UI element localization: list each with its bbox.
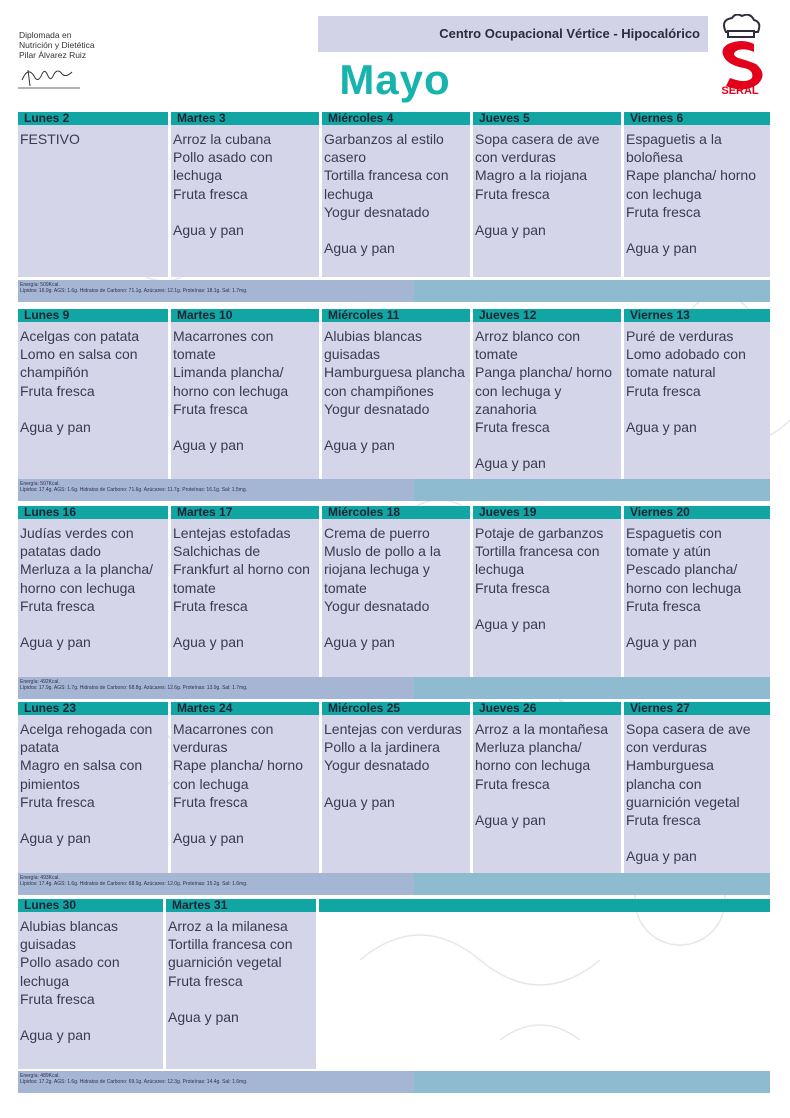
menu-item: riojana lechuga y bbox=[324, 561, 430, 578]
menu-item: Lomo en salsa con bbox=[20, 346, 138, 363]
menu-item: Tortilla francesa con bbox=[324, 167, 449, 184]
day-menu bbox=[171, 322, 319, 479]
menu-item: Arroz blanco con bbox=[475, 328, 581, 344]
menu-item: con lechuga bbox=[173, 775, 249, 792]
menu-item: horno con lechuga bbox=[20, 579, 136, 596]
menu-item: Rape plancha/ horno bbox=[173, 757, 303, 774]
menu-item: Lentejas estofadas bbox=[173, 525, 291, 541]
menu-item: horno con lechuga bbox=[475, 757, 591, 774]
menu-item: Salchichas de bbox=[173, 543, 261, 560]
menu-item: guarnición vegetal bbox=[626, 793, 740, 810]
day-header: Martes 17 bbox=[171, 506, 319, 519]
menu-item: pimientos bbox=[20, 775, 80, 792]
menu-item: Arroz a la montañesa bbox=[475, 721, 609, 737]
menu-spacer bbox=[20, 615, 166, 633]
menu-item: Fruta fresca bbox=[173, 400, 248, 417]
day-header: Martes 10 bbox=[171, 309, 319, 322]
menu-item: con verduras bbox=[626, 739, 707, 756]
menu-spacer bbox=[20, 1008, 161, 1026]
day-header: Viernes 27 bbox=[624, 702, 770, 715]
day-header: Lunes 9 bbox=[18, 309, 168, 322]
day-header: Viernes 13 bbox=[624, 309, 770, 322]
day-header: Jueves 12 bbox=[473, 309, 621, 322]
menu-item: Fruta fresca bbox=[20, 990, 95, 1007]
menu-item: Agua y pan bbox=[20, 634, 91, 651]
menu-item: Agua y pan bbox=[475, 455, 546, 472]
menu-item: con lechuga bbox=[626, 185, 702, 202]
macros-info: Lípidos: 17.4g. AGS: 1.6g. Hidratos de Carbono: 71.6g. Azúcares: 11.7g. Proteínas: 16.1g. Sal: 1.5mg. bbox=[20, 487, 247, 493]
menu-item: Merluza plancha/ bbox=[475, 739, 582, 756]
day-menu bbox=[18, 912, 163, 1069]
menu-item: Agua y pan bbox=[475, 616, 546, 632]
menu-item: Yogur desnatado bbox=[324, 757, 430, 774]
center-title: Centro Ocupacional Vértice - Hipocalórico bbox=[439, 26, 700, 41]
menu-item: Hamburguesa plancha bbox=[324, 364, 465, 381]
credit-line: Diplomada en bbox=[19, 30, 72, 40]
day-header: Viernes 20 bbox=[624, 506, 770, 519]
week-4 bbox=[18, 702, 770, 896]
menu-item: Potaje de garbanzos bbox=[475, 525, 604, 541]
menu-item: guisadas bbox=[324, 346, 381, 363]
menu-item: Magro a la riojana bbox=[475, 167, 588, 184]
menu-item: Magro en salsa con bbox=[20, 757, 143, 774]
menu-item: Agua y pan bbox=[475, 222, 546, 238]
menu-item: tomate bbox=[324, 579, 367, 596]
menu-item: zanahoria bbox=[475, 400, 537, 417]
menu-item: Panga plancha/ horno bbox=[475, 364, 612, 381]
day-menu bbox=[171, 519, 319, 677]
menu-item: champiñón bbox=[20, 364, 89, 381]
menu-item: Pollo a la jardinera bbox=[324, 739, 440, 756]
menu-item: Acelgas con patata bbox=[20, 328, 140, 344]
menu-spacer bbox=[475, 436, 619, 454]
menu-item: Garbanzos al estilo bbox=[324, 131, 444, 147]
energy-info: Energía: 492Kcal. bbox=[20, 679, 60, 685]
energy-info: Energía: 489Kcal. bbox=[20, 1073, 60, 1079]
menu-spacer bbox=[626, 400, 768, 418]
brand-label: SERAL bbox=[721, 85, 759, 96]
menu-item: Pescado plancha/ bbox=[626, 561, 738, 578]
menu-item: Judías verdes con bbox=[20, 525, 134, 541]
day-menu bbox=[18, 519, 168, 677]
menu-item: plancha con bbox=[626, 775, 702, 792]
day-header: Lunes 23 bbox=[18, 702, 168, 715]
menu-spacer bbox=[324, 221, 468, 239]
menu-item: Lentejas con verduras bbox=[324, 721, 462, 737]
day-menu bbox=[18, 125, 168, 277]
menu-item: Agua y pan bbox=[20, 1027, 91, 1044]
day-menu bbox=[322, 715, 470, 873]
menu-item: Agua y pan bbox=[173, 437, 244, 454]
menu-spacer bbox=[20, 400, 166, 418]
menu-item: Agua y pan bbox=[626, 634, 697, 651]
day-menu bbox=[166, 912, 316, 1069]
month-title: Mayo bbox=[339, 56, 451, 103]
day-menu bbox=[473, 715, 621, 873]
day-header: Lunes 2 bbox=[18, 112, 168, 125]
menu-item: lechuga bbox=[475, 561, 525, 578]
energy-info: Energía: 493Kcal. bbox=[20, 875, 60, 881]
menu-item: Acelga rehogada con bbox=[20, 721, 153, 737]
menu-spacer bbox=[475, 597, 619, 615]
day-menu bbox=[322, 125, 470, 277]
menu-item: Lomo adobado con bbox=[626, 346, 746, 363]
signature-icon bbox=[18, 64, 80, 90]
day-menu bbox=[18, 715, 168, 873]
menu-item: Agua y pan bbox=[324, 437, 395, 454]
menu-item: Puré de verduras bbox=[626, 328, 734, 344]
menu-item: patata bbox=[20, 739, 59, 756]
menu-item: lechuga bbox=[173, 167, 223, 184]
menu-item: Fruta fresca bbox=[626, 203, 701, 220]
energy-info: Energía: 509Kcal. bbox=[20, 282, 60, 288]
menu-item: Alubias blancas bbox=[20, 918, 119, 934]
menu-item: Hamburguesa bbox=[626, 757, 714, 774]
day-header: Jueves 26 bbox=[473, 702, 621, 715]
menu-item: tomate bbox=[173, 346, 216, 363]
menu-item: Agua y pan bbox=[173, 634, 244, 651]
menu-item: tomate bbox=[475, 346, 518, 363]
day-header: Martes 24 bbox=[171, 702, 319, 715]
menu-item: Pollo asado con bbox=[173, 149, 273, 166]
menu-item: Fruta fresca bbox=[20, 597, 95, 614]
menu-item: Macarrones con bbox=[173, 328, 274, 344]
credit-line: Pilar Álvarez Ruiz bbox=[19, 50, 87, 60]
menu-item: Sopa casera de ave bbox=[475, 131, 600, 147]
menu-spacer bbox=[324, 418, 468, 436]
menu-item: boloñesa bbox=[626, 149, 683, 166]
menu-item: tomate y atún bbox=[626, 543, 711, 560]
menu-item: Alubias blancas bbox=[324, 328, 423, 344]
menu-spacer bbox=[173, 418, 317, 436]
menu-item: Frankfurt al horno con bbox=[173, 561, 310, 578]
day-header: Lunes 16 bbox=[18, 506, 168, 519]
day-header: Miércoles 18 bbox=[322, 506, 470, 519]
day-menu bbox=[624, 322, 770, 479]
menu-spacer bbox=[173, 811, 317, 829]
menu-spacer bbox=[324, 775, 468, 793]
seral-logo-icon bbox=[712, 14, 768, 96]
week-1 bbox=[18, 112, 770, 304]
menu-item: Agua y pan bbox=[20, 419, 91, 435]
menu-spacer bbox=[475, 793, 619, 811]
menu-item: Rape plancha/ horno bbox=[626, 167, 756, 184]
menu-item: Arroz a la milanesa bbox=[168, 918, 288, 934]
menu-item: Fruta fresca bbox=[20, 793, 95, 810]
menu-item: Agua y pan bbox=[173, 830, 244, 847]
menu-spacer bbox=[20, 811, 166, 829]
menu-item: Agua y pan bbox=[20, 830, 91, 847]
menu-item: Fruta fresca bbox=[168, 972, 243, 989]
day-header: Jueves 19 bbox=[473, 506, 621, 519]
menu-spacer bbox=[173, 203, 317, 221]
day-menu bbox=[171, 715, 319, 873]
menu-item: lechuga bbox=[20, 972, 70, 989]
macros-info: Lípidos: 17.2g. AGS: 1.6g. Hidratos de Carbono: 69.1g. Azúcares: 12.3g. Proteínas: 14.4g. Sal: 1.6mg. bbox=[20, 1079, 248, 1085]
menu-item: con lechuga y bbox=[475, 382, 562, 399]
day-menu bbox=[18, 322, 168, 479]
menu-item: Crema de puerro bbox=[324, 525, 430, 541]
nutritionist-credit bbox=[19, 30, 95, 60]
menu-item: Fruta fresca bbox=[20, 382, 95, 399]
day-header: Viernes 6 bbox=[624, 112, 770, 125]
menu-item: patatas dado bbox=[20, 543, 101, 560]
menu-item: Tortilla francesa con bbox=[168, 936, 293, 953]
menu-item: Fruta fresca bbox=[475, 185, 550, 202]
day-header: Jueves 5 bbox=[473, 112, 621, 125]
menu-item: horno con lechuga bbox=[626, 579, 742, 596]
menu-item: Fruta fresca bbox=[475, 419, 550, 436]
day-menu bbox=[473, 519, 621, 677]
menu-item: Sopa casera de ave bbox=[626, 721, 751, 737]
menu-item: Agua y pan bbox=[626, 419, 697, 435]
menu-item: Merluza a la plancha/ bbox=[20, 561, 154, 578]
menu-item: lechuga bbox=[324, 185, 374, 202]
menu-spacer bbox=[626, 615, 768, 633]
week-5 bbox=[18, 899, 770, 1099]
week-3 bbox=[18, 506, 770, 698]
day-header: Miércoles 4 bbox=[322, 112, 470, 125]
macros-info: Lípidos: 17.4g. AGS: 1.6g. Hidratos de Carbono: 68.9g. Azúcares: 12.0g. Proteínas: 15.2g. Sal: 1.6mg. bbox=[20, 881, 248, 887]
menu-item: Fruta fresca bbox=[626, 812, 701, 829]
menu-item: FESTIVO bbox=[20, 131, 80, 147]
menu-item: Agua y pan bbox=[475, 812, 546, 828]
menu-item: Limanda plancha/ bbox=[173, 364, 284, 381]
day-header: Martes 3 bbox=[171, 112, 319, 125]
menu-item: Macarrones con bbox=[173, 721, 274, 737]
menu-item: horno con lechuga bbox=[173, 382, 289, 399]
menu-spacer bbox=[168, 990, 314, 1008]
day-menu bbox=[624, 715, 770, 873]
day-header: Miércoles 25 bbox=[322, 702, 470, 715]
menu-item: Fruta fresca bbox=[173, 597, 248, 614]
day-menu bbox=[322, 322, 470, 479]
menu-item: Agua y pan bbox=[168, 1009, 239, 1025]
menu-spacer bbox=[626, 829, 768, 847]
menu-item: Espaguetis con bbox=[626, 525, 722, 541]
menu-item: Yogur desnatado bbox=[324, 597, 430, 614]
menu-item: Arroz la cubana bbox=[173, 131, 272, 147]
menu-item: guarnición vegetal bbox=[168, 954, 282, 971]
menu-item: Fruta fresca bbox=[475, 775, 550, 792]
menu-spacer bbox=[173, 615, 317, 633]
macros-info: Lípidos: 17.9g. AGS: 1.7g. Hidratos de Carbono: 68.8g. Azúcares: 12.6g. Proteínas: 13.9g. Sal: 1.7mg. bbox=[20, 685, 248, 691]
menu-item: Agua y pan bbox=[626, 848, 697, 865]
menu-spacer bbox=[626, 221, 768, 239]
menu-item: Fruta fresca bbox=[626, 597, 701, 614]
menu-item: Agua y pan bbox=[324, 634, 395, 651]
menu-item: Espaguetis a la bbox=[626, 131, 722, 147]
week-2 bbox=[18, 309, 770, 501]
energy-info: Energía: 507Kcal. bbox=[20, 481, 60, 487]
menu-item: Muslo de pollo a la bbox=[324, 543, 441, 560]
menu-item: Pollo asado con bbox=[20, 954, 120, 971]
menu-item: tomate natural bbox=[626, 364, 716, 381]
credit-line: Nutrición y Dietética bbox=[19, 40, 95, 50]
menu-item: Agua y pan bbox=[626, 240, 697, 257]
menu-item: guisadas bbox=[20, 936, 77, 953]
day-menu bbox=[171, 125, 319, 277]
week-header-filler bbox=[319, 899, 770, 912]
menu-item: Fruta fresca bbox=[173, 793, 248, 810]
menu-item: Agua y pan bbox=[324, 240, 395, 257]
menu-spacer bbox=[324, 615, 468, 633]
day-header: Lunes 30 bbox=[18, 899, 163, 912]
menu-item: Fruta fresca bbox=[475, 579, 550, 596]
day-menu bbox=[624, 125, 770, 277]
day-header: Miércoles 11 bbox=[322, 309, 470, 322]
menu-item: Yogur desnatado bbox=[324, 400, 430, 417]
menu-item: casero bbox=[324, 149, 367, 166]
menu-item: Tortilla francesa con bbox=[475, 543, 600, 560]
day-menu bbox=[322, 519, 470, 677]
day-menu bbox=[473, 125, 621, 277]
day-menu bbox=[624, 519, 770, 677]
day-header: Martes 31 bbox=[166, 899, 316, 912]
menu-item: tomate bbox=[173, 579, 216, 596]
menu-item: verduras bbox=[173, 739, 228, 756]
menu-item: Agua y pan bbox=[173, 222, 244, 238]
macros-info: Lípidos: 16.9g. AGS: 1.6g. Hidratos de Carbono: 71.1g. Azúcares: 12.1g. Proteínas: 18.1g. Sal: 1.7mg. bbox=[20, 288, 248, 294]
menu-item: Fruta fresca bbox=[173, 185, 248, 202]
header bbox=[0, 0, 790, 112]
menu-item: con verduras bbox=[475, 149, 556, 166]
menu-item: Fruta fresca bbox=[626, 382, 701, 399]
menu-spacer bbox=[475, 203, 619, 221]
menu-item: Yogur desnatado bbox=[324, 203, 430, 220]
day-menu bbox=[473, 322, 621, 479]
menu-item: con champiñones bbox=[324, 382, 434, 399]
center-banner bbox=[318, 16, 708, 52]
menu-item: Agua y pan bbox=[324, 793, 395, 810]
